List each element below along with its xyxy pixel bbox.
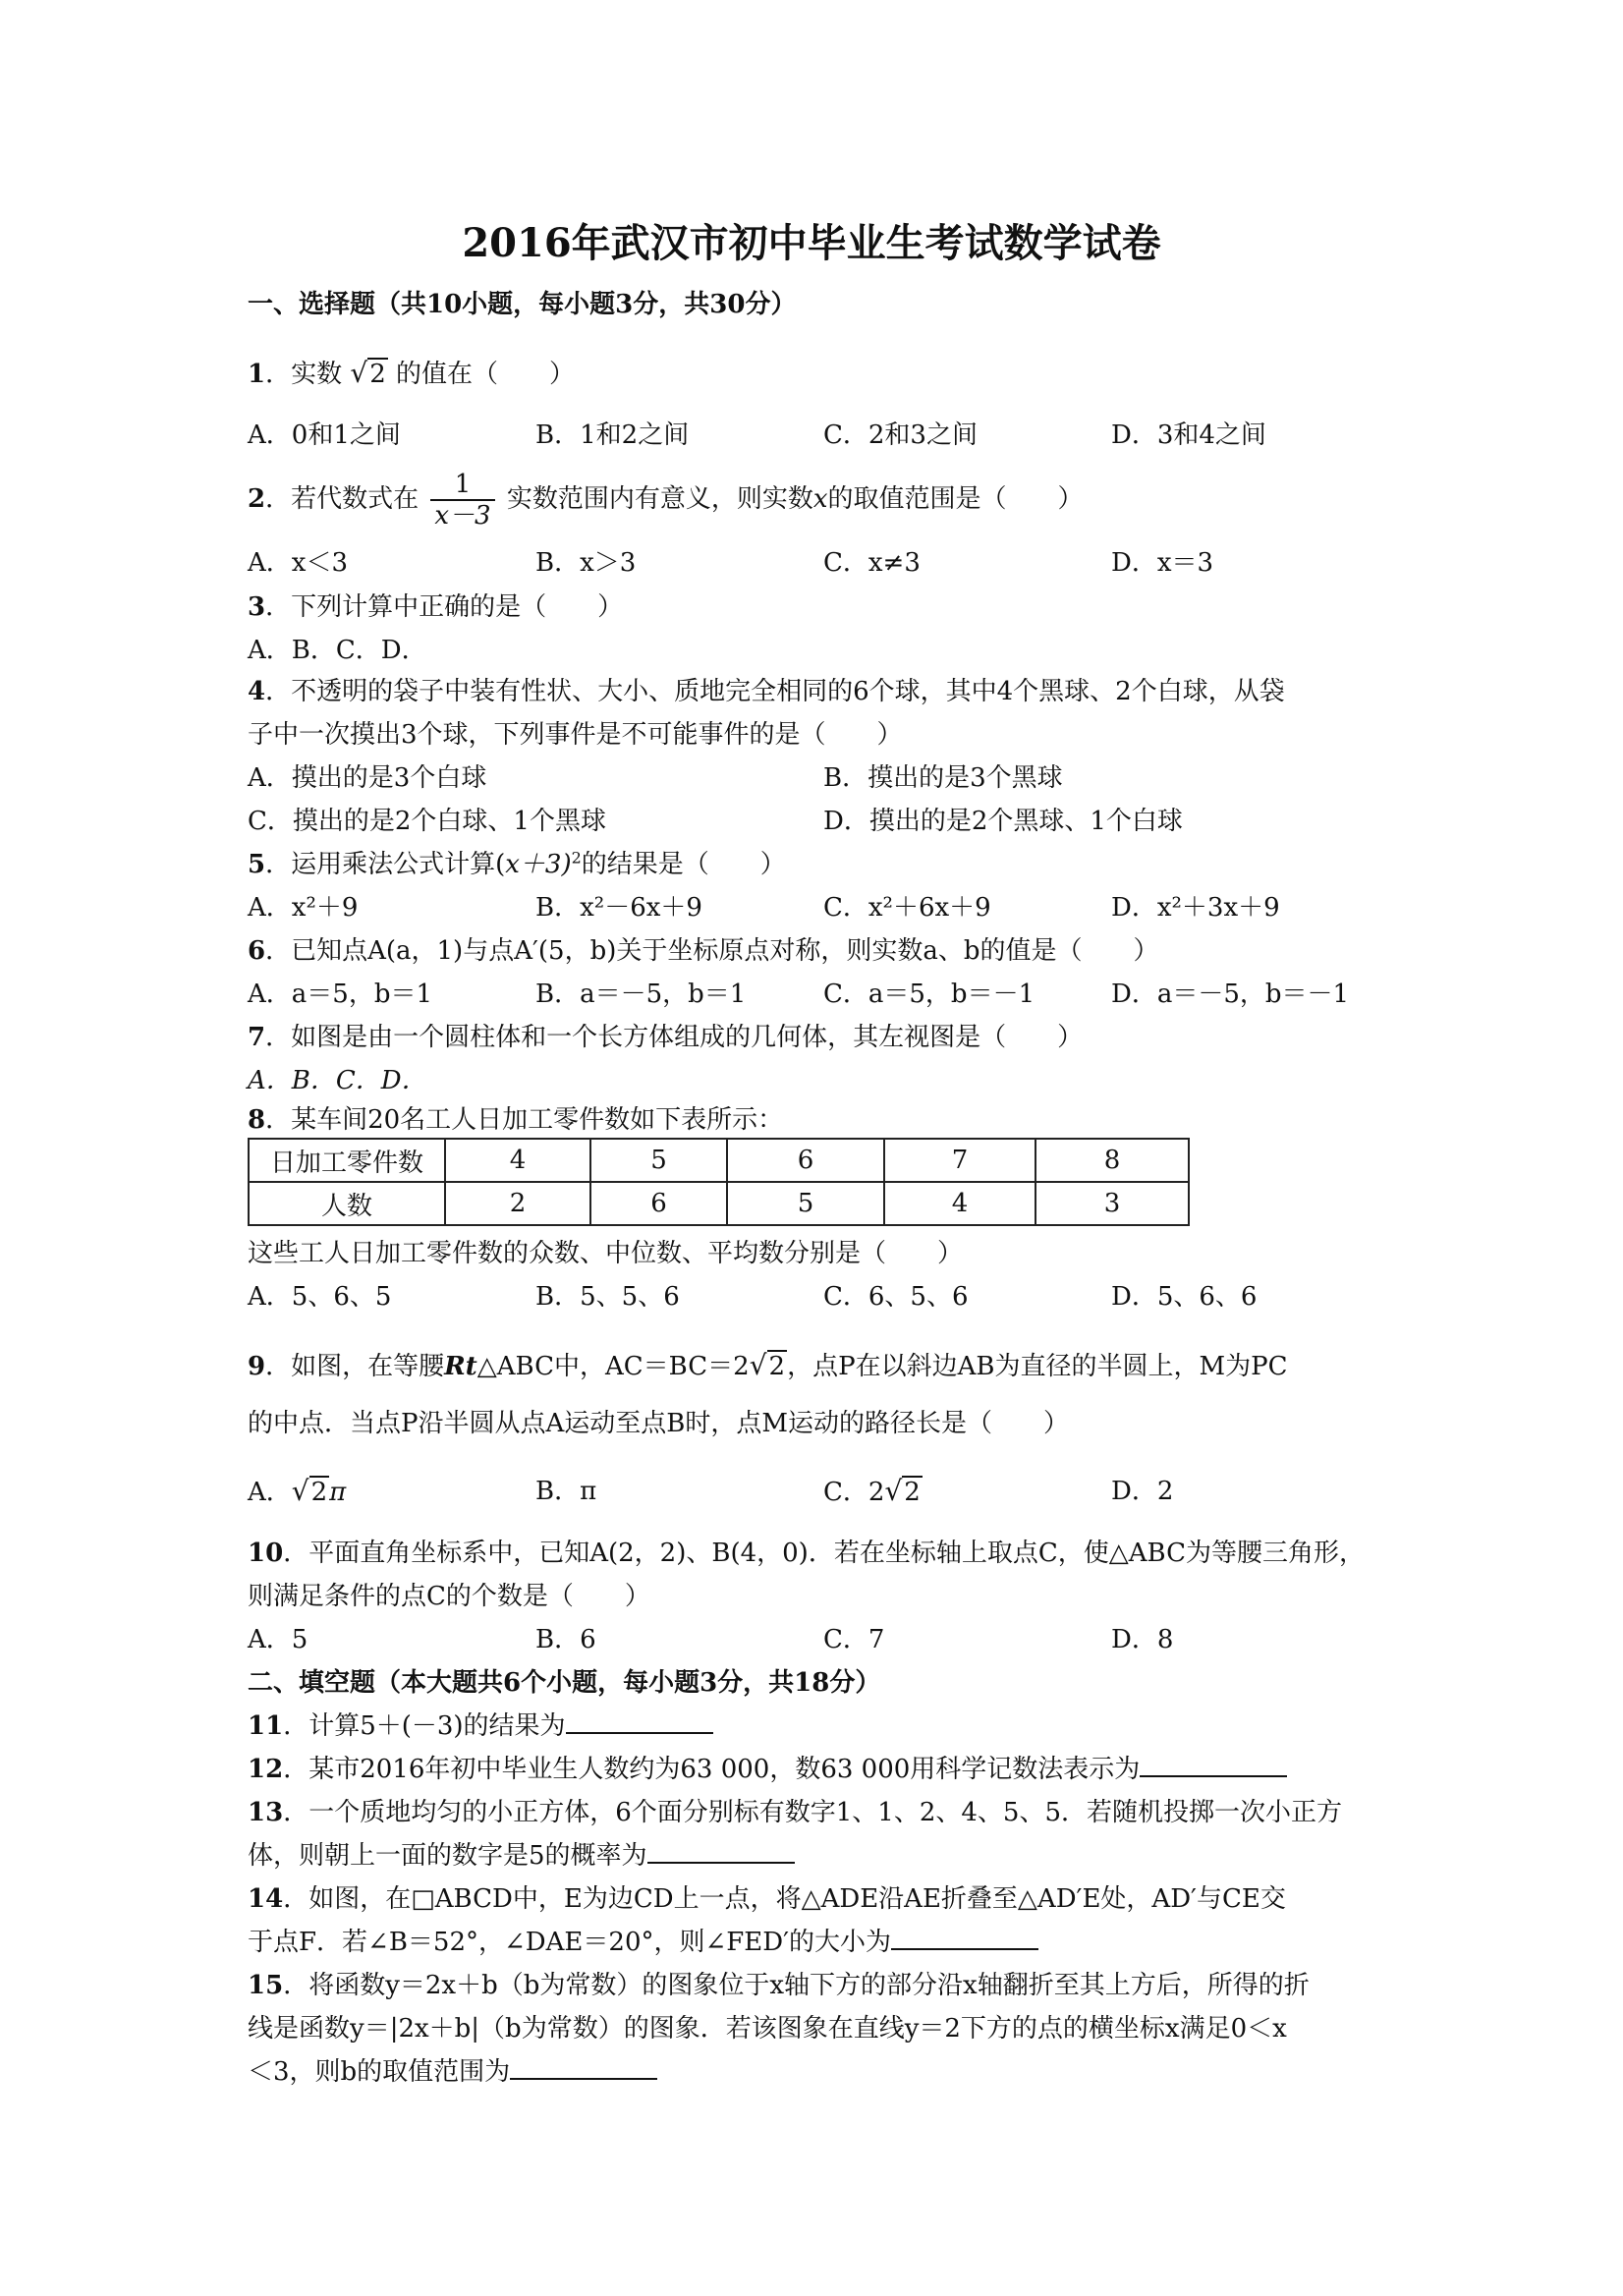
question-14-line-2: 于点F．若∠B＝52°，∠DAE＝20°，则∠FED′的大小为 — [248, 1925, 1038, 1960]
table-cell: 3 — [1035, 1182, 1189, 1225]
q8-option-a: A．5、6、5 — [248, 1282, 392, 1312]
q9-option-a: A．√2π — [248, 1474, 346, 1510]
answer-blank[interactable] — [1140, 1752, 1287, 1777]
sqrt-expression: √2 — [350, 357, 386, 389]
table-cell: 日加工零件数 — [249, 1139, 445, 1182]
q9-option-c: C．2√2 — [823, 1474, 923, 1510]
section-heading-fill: 二、填空题（本大题共6个小题，每小题3分，共18分） — [248, 1668, 881, 1698]
question-1: 1．实数 √2 的值在（ ） — [248, 356, 575, 392]
table-row — [249, 1139, 1189, 1182]
question-6: 6．已知点A(a，1)与点A′(5，b)关于坐标原点对称，则实数a、b的值是（ ） — [248, 936, 1159, 966]
q2-option-b: B．x＞3 — [535, 548, 637, 578]
question-11: 11．计算5＋(－3)的结果为 — [248, 1708, 713, 1744]
q5-option-b: B．x²－6x＋9 — [535, 893, 702, 923]
question-7: 7．如图是由一个圆柱体和一个长方体组成的几何体，其左视图是（ ） — [248, 1023, 1084, 1052]
question-10: 10．平面直角坐标系中，已知A(2，2)、B(4，0)．若在坐标轴上取点C，使△ABC为等腰三角形， — [248, 1539, 1365, 1568]
sqrt-expression: √2 — [884, 1475, 921, 1507]
answer-blank[interactable] — [510, 2054, 657, 2080]
q5-option-a: A．x²＋9 — [248, 893, 359, 923]
q8-option-b: B．5、5、6 — [535, 1282, 680, 1312]
answer-blank[interactable] — [566, 1708, 713, 1734]
question-2: 2．若代数式在 $\frac{1}{x-3}$ 实数范围内有意义，则实数x的取值范围是（ ） — [248, 470, 1084, 531]
q5-option-d: D．x²＋3x＋9 — [1111, 893, 1280, 923]
q10-option-c: C．7 — [823, 1625, 885, 1654]
table-cell: 4 — [445, 1139, 590, 1182]
answer-blank[interactable] — [647, 1838, 795, 1864]
q6-option-d: D．a＝－5，b＝－1 — [1111, 980, 1350, 1009]
table-cell: 4 — [884, 1182, 1035, 1225]
data-table — [248, 1138, 1190, 1226]
question-5: 5．运用乘法公式计算$(x+3)^2$的结果是（ ） — [248, 848, 786, 879]
q10-option-d: D．8 — [1111, 1625, 1174, 1654]
q8-option-c: C．6、5、6 — [823, 1282, 969, 1312]
table-cell: 5 — [590, 1139, 727, 1182]
question-9: 9．如图，在等腰Rt△ABC中，AC＝BC＝2√2，点P在以斜边AB为直径的半圆上，M为PC — [248, 1348, 1287, 1384]
q1-option-d: D．3和4之间 — [1111, 420, 1266, 450]
table-cell: 人数 — [249, 1182, 445, 1225]
q2-option-d: D．x＝3 — [1111, 548, 1214, 578]
sqrt-expression: √2 — [749, 1349, 786, 1381]
question-3: 3．下列计算中正确的是（ ） — [248, 592, 624, 622]
q4-option-a: A．摸出的是3个白球 — [248, 763, 487, 793]
sqrt-expression: √2 — [291, 1475, 328, 1507]
q2-option-a: A．x＜3 — [248, 548, 348, 578]
q6-option-a: A．a＝5，b＝1 — [248, 980, 433, 1009]
question-15: 15．将函数y＝2x＋b（b为常数）的图象位于x轴下方的部分沿x轴翻折至其上方后，所得的折 — [248, 1971, 1310, 2000]
table-cell: 2 — [445, 1182, 590, 1225]
q4-option-b: B．摸出的是3个黑球 — [823, 763, 1063, 793]
q4-option-d: D．摸出的是2个黑球、1个白球 — [823, 807, 1183, 836]
q1-option-a: A．0和1之间 — [248, 420, 401, 450]
q5-option-c: C．x²＋6x＋9 — [823, 893, 991, 923]
q9-option-b: B．π — [535, 1477, 597, 1506]
table-cell: 6 — [727, 1139, 884, 1182]
table-row — [249, 1182, 1189, 1225]
question-13: 13．一个质地均匀的小正方体，6个面分别标有数字1、1、2、4、5、5．若随机投掷一次小正方 — [248, 1798, 1342, 1827]
question-4-line-2: 子中一次摸出3个球，下列事件是不可能事件的是（ ） — [248, 720, 903, 750]
question-15-line-2: 线是函数y＝|2x＋b|（b为常数）的图象．若该图象在直线y＝2下方的点的横坐标x满足0＜x — [248, 2014, 1287, 2044]
question-12: 12．某市2016年初中毕业生人数约为63 000，数63 000用科学记数法表示为 — [248, 1752, 1287, 1787]
page-title: 2016年武汉市初中毕业生考试数学试卷 — [462, 220, 1161, 266]
q3-options: A．B．C．D． — [248, 636, 427, 665]
table-cell: 7 — [884, 1139, 1035, 1182]
fraction: $\frac{1}{x-3}$ — [430, 470, 494, 531]
q9-option-d: D．2 — [1111, 1477, 1174, 1506]
table-cell: 6 — [590, 1182, 727, 1225]
question-9-line-2: 的中点．当点P沿半圆从点A运动至点B时，点M运动的路径长是（ ） — [248, 1409, 1069, 1438]
q1-option-c: C．2和3之间 — [823, 420, 978, 450]
question-15-line-3: ＜3，则b的取值范围为 — [248, 2054, 657, 2090]
table-cell: 8 — [1035, 1139, 1189, 1182]
q2-option-c: C．x≠3 — [823, 548, 921, 578]
q7-options: A．B．C．D． — [248, 1066, 427, 1095]
question-4: 4．不透明的袋子中装有性状、大小、质地完全相同的6个球，其中4个黑球、2个白球，从袋 — [248, 677, 1285, 706]
q6-option-b: B．a＝－5，b＝1 — [535, 980, 747, 1009]
question-10-line-2: 则满足条件的点C的个数是（ ） — [248, 1582, 650, 1611]
q8-option-d: D．5、6、6 — [1111, 1282, 1258, 1312]
question-8-followup: 这些工人日加工零件数的众数、中位数、平均数分别是（ ） — [248, 1239, 964, 1268]
q10-option-b: B．6 — [535, 1625, 596, 1654]
table-cell: 5 — [727, 1182, 884, 1225]
q10-option-a: A．5 — [248, 1625, 308, 1654]
question-8: 8．某车间20名工人日加工零件数如下表所示： — [248, 1105, 784, 1135]
q6-option-c: C．a＝5，b＝－1 — [823, 980, 1035, 1009]
answer-blank[interactable] — [891, 1925, 1038, 1950]
q4-option-c: C．摸出的是2个白球、1个黑球 — [248, 807, 606, 836]
question-13-line-2: 体，则朝上一面的数字是5的概率为 — [248, 1838, 795, 1874]
q1-option-b: B．1和2之间 — [535, 420, 690, 450]
question-14: 14．如图，在□ABCD中，E为边CD上一点，将△ADE沿AE折叠至△AD′E处，AD′与CE交 — [248, 1884, 1286, 1914]
section-heading-choice: 一、选择题（共10小题，每小题3分，共30分） — [248, 290, 797, 319]
